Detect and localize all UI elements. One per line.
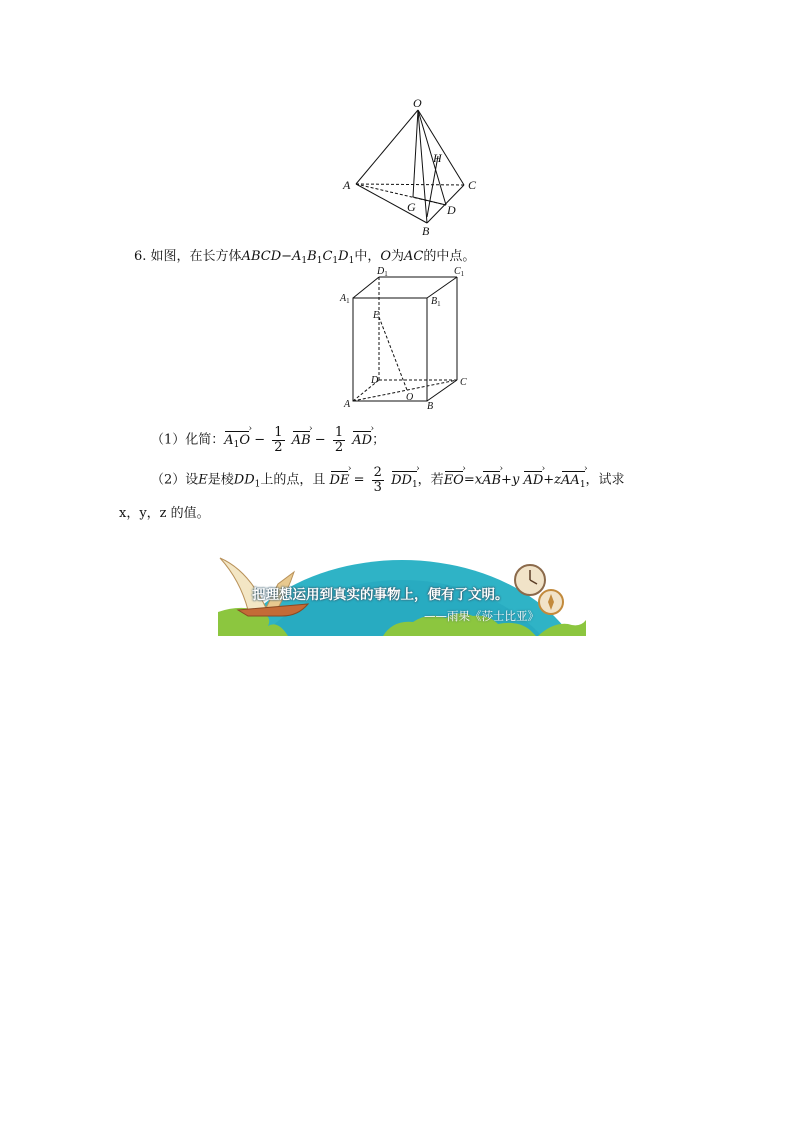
vector-AB-2: AB › (482, 474, 501, 487)
label-B: B (427, 401, 434, 412)
compass-icon (539, 590, 563, 614)
label-H: H (433, 151, 442, 165)
label-B1: $B_1$ (431, 296, 441, 308)
label-B: B (422, 224, 430, 238)
cuboid-figure (336, 262, 476, 412)
pyramid-figure (336, 95, 486, 240)
fraction-half: $\frac{1}{2}$ (274, 425, 283, 455)
label-O: O (406, 392, 414, 403)
quote-author: ——雨果《莎士比亚》 (424, 609, 539, 623)
label-C: C (468, 178, 477, 192)
vector-DD1: $DD_1$ › (391, 474, 418, 490)
fraction-half-2: $\frac{1}{2}$ (334, 425, 344, 455)
clock-icon (515, 565, 545, 595)
label-O: O (413, 96, 422, 110)
label-A: A (344, 399, 351, 410)
vector-AD-2: AD › (523, 474, 543, 487)
vector-A1O: $A_1O$ › (224, 434, 250, 450)
label-A: A (343, 178, 351, 192)
label-C1: $C_1$ (454, 266, 465, 278)
vector-DE: DE › (330, 474, 350, 487)
label-C: C (460, 377, 467, 388)
label-D: D (447, 203, 456, 217)
vector-AA1: $AA_1$ › (561, 474, 586, 490)
part-1: （1）化简：$A_1O$ › − $\frac{1}{2}$ AB › − $\frac{1}{2}$ AD ›； (151, 426, 385, 454)
label-A1: $A_1$ (340, 293, 350, 305)
vector-AB: AB › (292, 434, 311, 447)
part-2: （2）设E是棱$DD_1$上的点，且 DE › = $\frac{2}{3}$ $DD_1$ ›，若EO ›=xAB ›+y AD ›+zAA$_1$ ›，试求 (151, 466, 625, 494)
vector-AD: AD › (352, 434, 372, 447)
problem-6-statement: 6. 如图，在长方体$ABCD-A_1B_1C_1D_1$中，O为AC的中点。 (134, 249, 476, 266)
fraction-two-thirds: $\frac{2}{3}$ (373, 465, 382, 495)
part-2-line-2: x，y，z 的值。 (119, 506, 210, 521)
problem-number: 6. (134, 249, 147, 264)
label-D: D (371, 375, 379, 386)
label-D1: $D_1$ (377, 266, 388, 278)
label-G: G (407, 200, 416, 214)
quote-text: 把理想运用到真实的事物上，便有了文明。 (252, 587, 509, 603)
vector-EO: EO › (444, 474, 464, 487)
label-E: E (373, 310, 380, 321)
